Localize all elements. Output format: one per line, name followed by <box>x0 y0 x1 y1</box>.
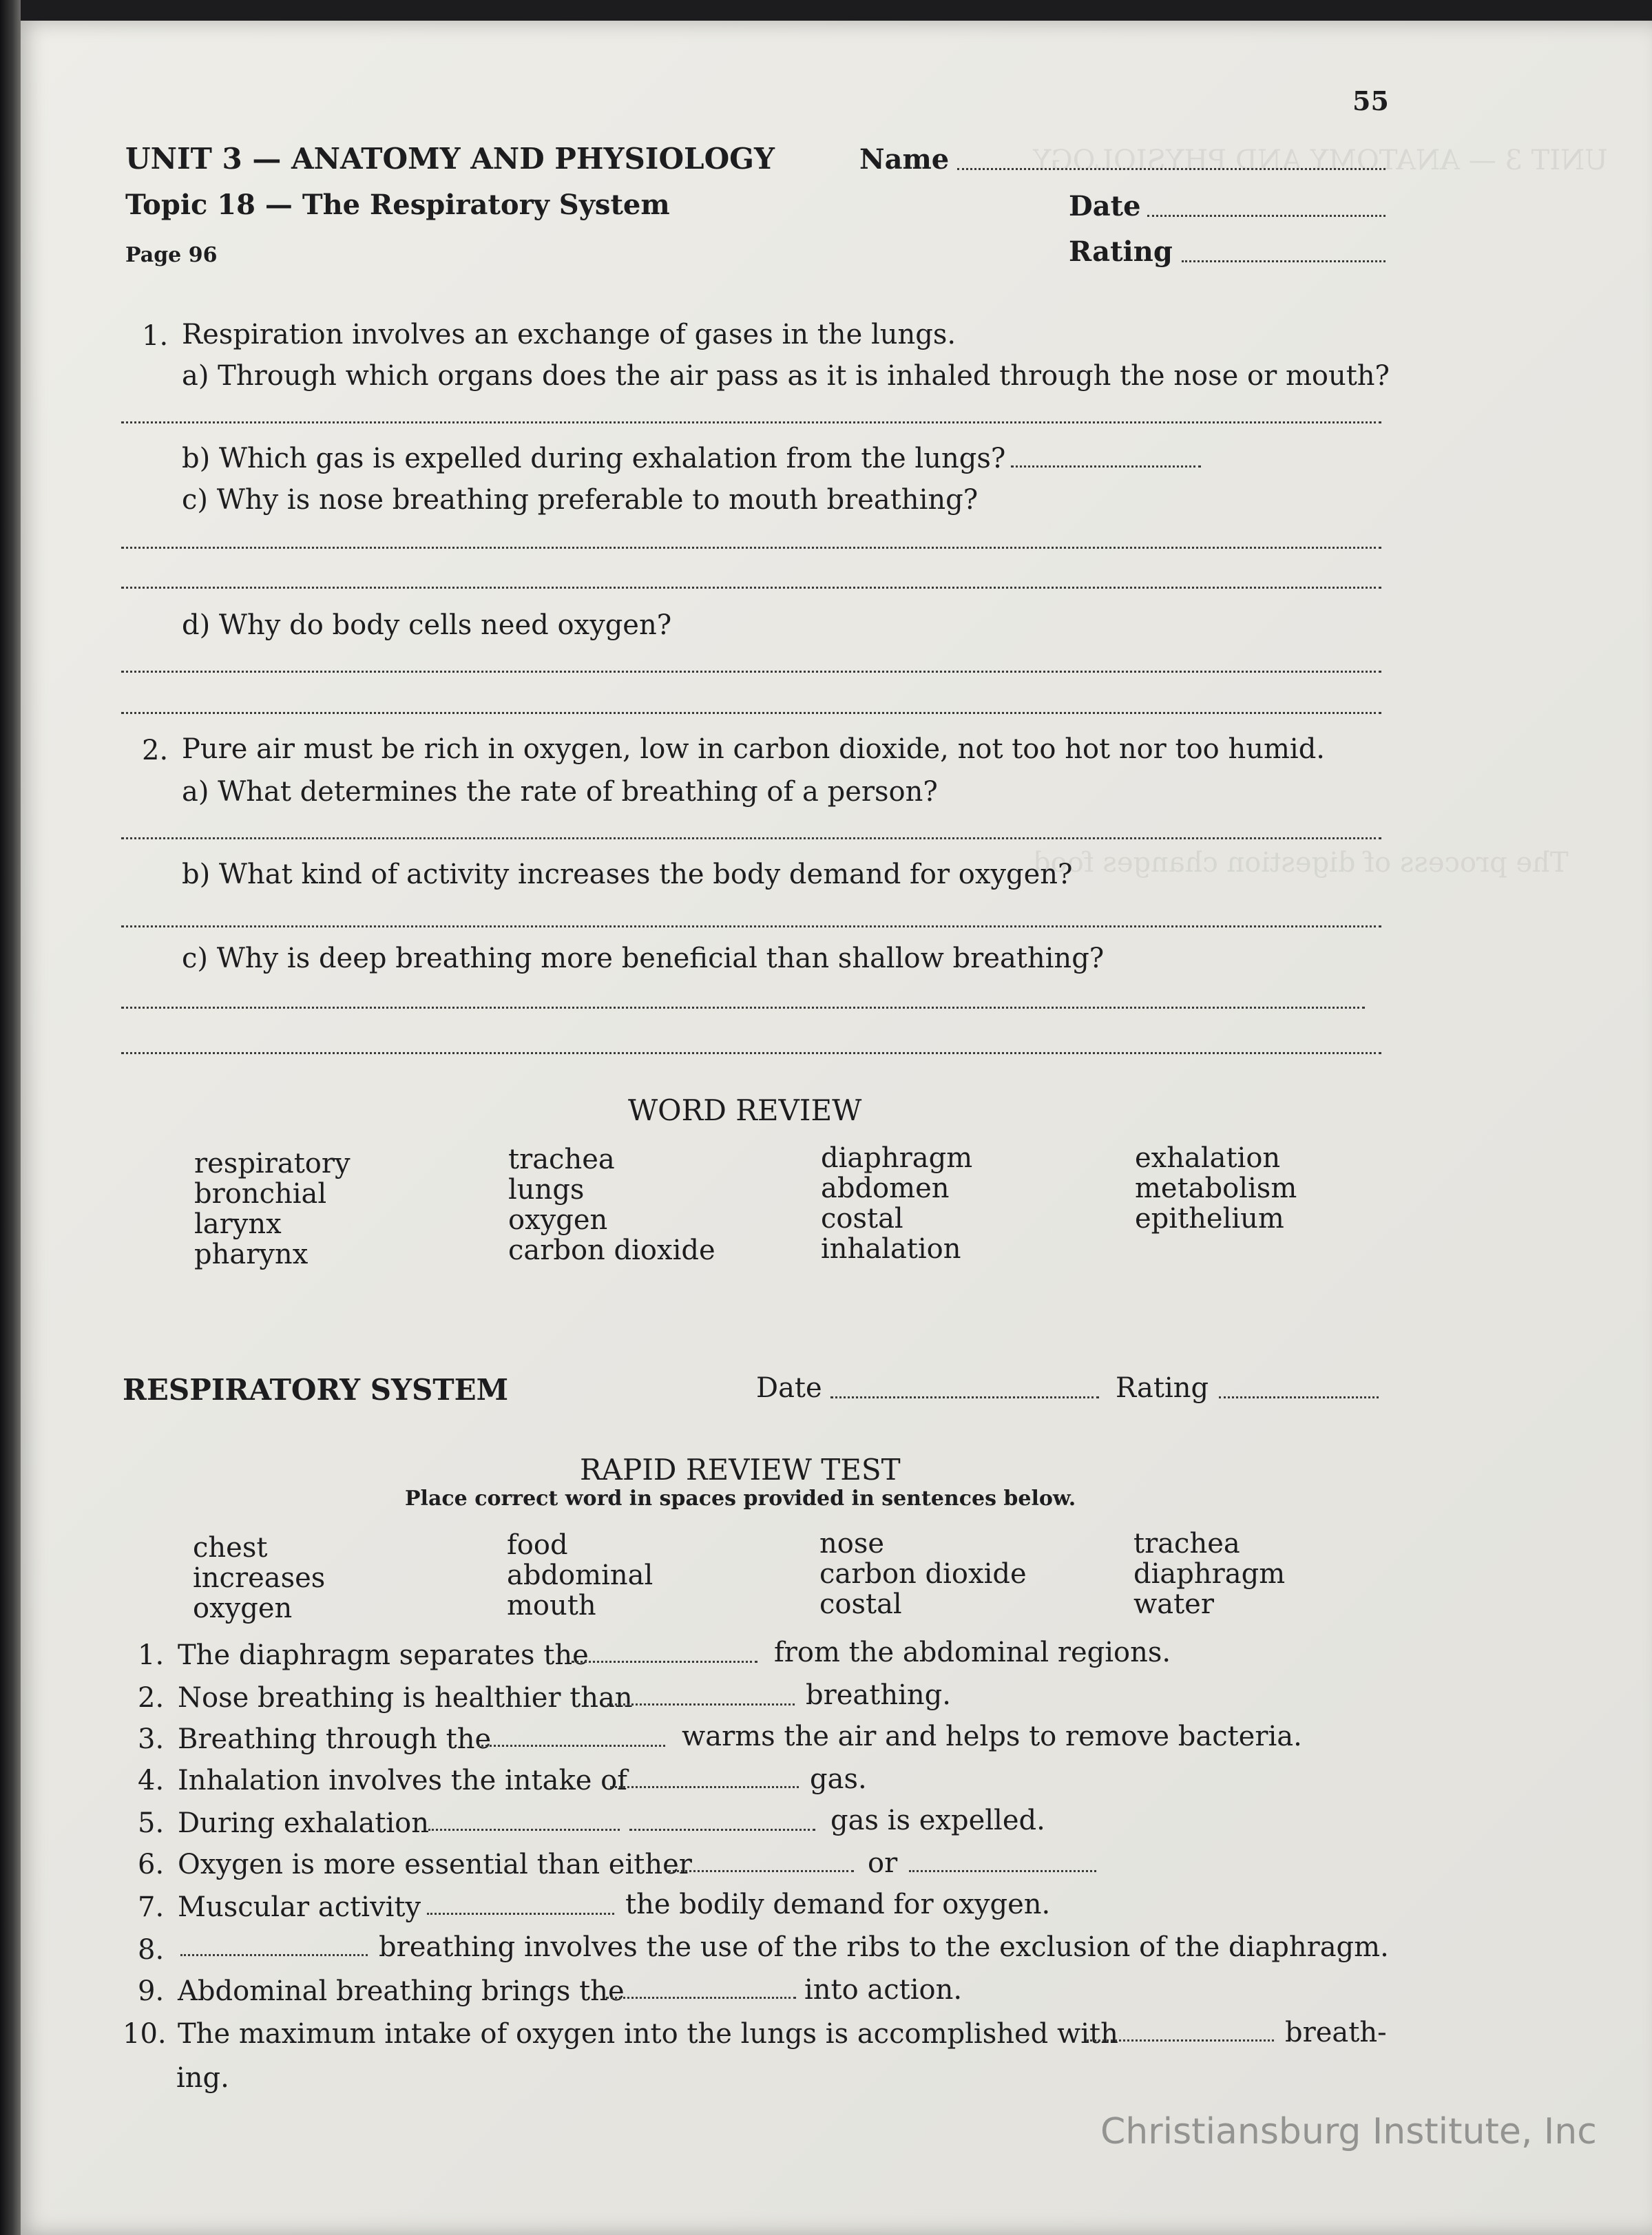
rapid-review-word: nose <box>819 1528 885 1560</box>
rapid-item-number: 6. <box>138 1849 165 1880</box>
watermark: Christiansburg Institute, Inc <box>1100 2111 1597 2152</box>
answer-line-2c-2[interactable] <box>121 1052 1381 1054</box>
question-1-number: 1. <box>142 320 169 352</box>
rapid-item-blank[interactable] <box>180 1954 368 1956</box>
rating-field[interactable] <box>1182 260 1386 262</box>
name-field[interactable] <box>957 168 1386 170</box>
word-review-term: metabolism <box>1135 1173 1297 1204</box>
date-label: Date <box>1069 190 1141 222</box>
page-number: 55 <box>1352 85 1389 116</box>
rapid-item-text: into action. <box>804 1974 963 2006</box>
rapid-review-title: RAPID REVIEW TEST <box>580 1453 901 1487</box>
rapid-item-blank[interactable] <box>1087 2039 1274 2042</box>
rapid-review-word: costal <box>819 1588 902 1620</box>
word-review-term: inhalation <box>821 1233 961 1265</box>
answer-line-2a[interactable] <box>121 837 1381 839</box>
section-title: RESPIRATORY SYSTEM <box>123 1373 509 1407</box>
word-review-term: diaphragm <box>821 1142 973 1174</box>
rapid-item-blank[interactable] <box>607 1703 795 1706</box>
topic-title: Topic 18 — The Respiratory System <box>125 189 670 221</box>
answer-line-2c-1[interactable] <box>121 1007 1365 1009</box>
rapid-item-text: During exhalation <box>178 1807 430 1839</box>
answer-line-1c-1[interactable] <box>121 547 1381 549</box>
rapid-item-text: Muscular activity <box>178 1891 421 1923</box>
word-review-term: exhalation <box>1135 1142 1281 1174</box>
rapid-item-blank[interactable] <box>428 1829 620 1831</box>
rapid-item-text: Inhalation involves the intake of <box>178 1765 627 1796</box>
show-through-text: The process of digestion changes food <box>1033 847 1569 879</box>
rapid-item-text: gas is expelled. <box>830 1805 1045 1836</box>
page-reference: Page 96 <box>125 243 218 267</box>
word-review-term: abdomen <box>821 1173 950 1204</box>
rapid-item-text: Oxygen is more essential than either <box>178 1849 692 1880</box>
rapid-item-number: 4. <box>138 1765 165 1796</box>
word-review-term: epithelium <box>1135 1203 1284 1235</box>
rapid-item-blank[interactable] <box>606 1997 796 1999</box>
rapid-item-text: breath- <box>1285 2017 1387 2048</box>
section-rating-field[interactable] <box>1219 1396 1379 1398</box>
word-review-term: oxygen <box>508 1204 608 1236</box>
rapid-item-continuation: ing. <box>176 2062 229 2094</box>
word-review-term: trachea <box>508 1144 615 1175</box>
word-review-term: respiratory <box>194 1148 351 1179</box>
rating-label: Rating <box>1069 235 1173 268</box>
rapid-item-text: Breathing through the <box>178 1723 492 1755</box>
rapid-item-text: or <box>868 1847 898 1879</box>
show-through-text: UNIT 3 — ANATOMY AND PHYSIOLOGY <box>1033 145 1608 176</box>
word-review-title: WORD REVIEW <box>628 1093 862 1127</box>
rapid-item-blank[interactable] <box>909 1870 1096 1872</box>
rapid-review-instructions: Place correct word in spaces provided in sentences below. <box>405 1487 1076 1511</box>
answer-line-1d-2[interactable] <box>121 712 1381 714</box>
word-review-term: pharynx <box>194 1239 309 1270</box>
question-2b: b) What kind of activity increases the body demand for oxygen? <box>182 859 1073 890</box>
rapid-review-word: chest <box>193 1532 268 1564</box>
rapid-review-word: trachea <box>1133 1528 1240 1560</box>
rapid-item-text: Abdominal breathing brings the <box>178 1975 625 2007</box>
answer-blank-1b[interactable] <box>1011 465 1201 468</box>
rapid-item-text: from the abdominal regions. <box>774 1637 1171 1668</box>
rapid-item-blank[interactable] <box>572 1661 757 1663</box>
question-2-number: 2. <box>142 735 169 766</box>
rapid-item-text: gas. <box>810 1763 867 1795</box>
rapid-item-number: 7. <box>138 1891 165 1923</box>
answer-line-1a[interactable] <box>121 421 1381 423</box>
rapid-review-word: mouth <box>507 1590 596 1622</box>
rapid-review-word: food <box>507 1529 568 1561</box>
rapid-item-text: The maximum intake of oxygen into the lungs is accomplished with <box>178 2018 1118 2050</box>
answer-line-1d-1[interactable] <box>121 671 1381 673</box>
rapid-review-word: oxygen <box>193 1593 293 1624</box>
word-review-term: carbon dioxide <box>508 1235 715 1266</box>
question-1-text: Respiration involves an exchange of gases in the lungs. <box>182 319 956 350</box>
question-2c: c) Why is deep breathing more beneficial than shallow breathing? <box>182 943 1105 974</box>
question-1b: b) Which gas is expelled during exhalation from the lungs? <box>182 443 1006 474</box>
question-1c: c) Why is nose breathing preferable to mouth breathing? <box>182 484 979 516</box>
rapid-item-number: 5. <box>138 1807 165 1839</box>
rapid-item-blank[interactable] <box>629 1829 815 1831</box>
unit-title: UNIT 3 — ANATOMY AND PHYSIOLOGY <box>125 142 775 176</box>
rapid-item-number: 9. <box>138 1975 165 2007</box>
rapid-item-text: breathing involves the use of the ribs to the exclusion of the diaphragm. <box>379 1931 1389 1963</box>
answer-line-1c-2[interactable] <box>121 587 1381 589</box>
section-rating-label: Rating <box>1116 1372 1209 1404</box>
answer-line-2b[interactable] <box>121 925 1381 927</box>
date-field[interactable] <box>1147 215 1386 217</box>
rapid-review-word: water <box>1133 1588 1214 1620</box>
rapid-item-number: 3. <box>138 1723 165 1755</box>
word-review-term: costal <box>821 1203 903 1235</box>
rapid-item-text: warms the air and helps to remove bacteria. <box>682 1721 1302 1752</box>
rapid-review-word: diaphragm <box>1133 1558 1286 1590</box>
rapid-item-number: 2. <box>138 1682 165 1714</box>
rapid-review-word: increases <box>193 1562 326 1594</box>
page-binding-edge <box>0 0 21 2235</box>
rapid-review-word: abdominal <box>507 1560 654 1591</box>
rapid-item-text: breathing. <box>806 1679 951 1711</box>
section-date-label: Date <box>756 1372 822 1404</box>
question-2a: a) What determines the rate of breathing of a person? <box>182 776 938 808</box>
rapid-item-number: 8. <box>138 1934 165 1966</box>
name-label: Name <box>859 143 950 176</box>
question-1d: d) Why do body cells need oxygen? <box>182 609 672 641</box>
section-date-field[interactable] <box>830 1396 1099 1398</box>
rapid-item-blank[interactable] <box>427 1913 614 1915</box>
rapid-item-text: Nose breathing is healthier than <box>178 1682 633 1714</box>
word-review-term: bronchial <box>194 1178 327 1210</box>
question-2-text: Pure air must be rich in oxygen, low in carbon dioxide, not too hot nor too humid. <box>182 733 1326 765</box>
rapid-item-number: 10. <box>123 2018 167 2050</box>
rapid-review-word: carbon dioxide <box>819 1558 1027 1590</box>
rapid-item-number: 1. <box>138 1639 165 1671</box>
word-review-term: lungs <box>508 1174 585 1206</box>
rapid-item-blank[interactable] <box>610 1786 799 1788</box>
rapid-item-text: the bodily demand for oxygen. <box>625 1889 1051 1920</box>
rapid-item-blank[interactable] <box>478 1745 665 1747</box>
question-1a: a) Through which organs does the air pass as it is inhaled through the nose or mouth? <box>182 360 1390 392</box>
word-review-term: larynx <box>194 1208 282 1240</box>
rapid-item-text: The diaphragm separates the <box>178 1639 589 1671</box>
rapid-item-blank[interactable] <box>668 1870 854 1872</box>
